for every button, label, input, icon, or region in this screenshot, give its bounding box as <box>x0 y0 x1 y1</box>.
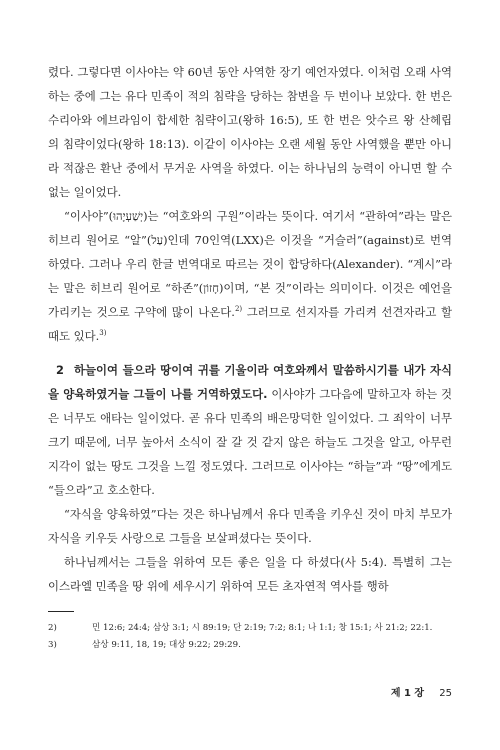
footnote-text: 삼상 9:11, 18, 19; 대상 9:22; 29:29. <box>92 640 241 650</box>
footnote-divider <box>48 611 74 612</box>
footnotes <box>48 620 452 654</box>
footnote-number: 2) <box>48 623 57 633</box>
paragraph-good-works: 하나님께서는 그들을 위하여 모든 좋은 일을 다 하셨다(사 5:4). 특별히 그는 이스라엘 민족을 땅 위에 세우시기 위하여 모든 초자연적 역사를 행하 <box>48 555 452 593</box>
main-text <box>48 60 452 598</box>
footnote-item <box>48 637 452 654</box>
paragraph-continuation: 렸다. 그렇다면 이사야는 약 60년 동안 사역한 장기 예언자였다. 이처럼 오래 사역하는 중에 그는 유다 민족이 적의 침략을 당하는 참변을 두 번이나 보았다. 한 번은 수리아와 에브라임이 합세한 침략이고(왕하 16:5), 또 한 번은 앗수르 왕 산헤립의 침략이었다(왕하 18:13). 이같이 이사야는 오랜 세월 동안 사역했을 뿐만 아니라 적잖은 환난 중에서 무거운 사역을 하였다. 이는 하나님의 능력이 아니면 할 수 없는 일이었다. <box>48 65 452 199</box>
verse-commentary: 이사야가 그다음에 말하고자 하는 것은 너무도 애타는 일이었다. 곧 유다 민족의 배은망덕한 일이었다. 그 죄악이 너무 크기 때문에, 너무 높아서 소식이 잘 갈 것 같지 않은 하늘도 그것을 알고, 아무런 지각이 없는 땅도 그것을 느낄 정도였다. 그러므로 이사야는 “하늘”과 “땅”에게도 “들으라”고 호소한다. <box>48 387 452 497</box>
verse-paragraph <box>48 358 452 502</box>
footnote-text: 민 12:6; 24:4; 삼상 3:1; 시 89:19; 단 2:19; 7:2; 8:1; 나 1:1; 창 15:1; 사 21:2; 22:1. <box>92 623 433 633</box>
footnote-number: 3) <box>48 640 57 650</box>
footnote-item <box>48 620 452 637</box>
footnote-ref-2[interactable]: 2) <box>234 305 243 314</box>
paragraph-name-meaning: “이사야”(יְשַׁעְיָהוּ)는 “여호와의 구원”이라는 뜻이다. 여기서 “관하여”라는 말은 히브리 원어로 “알”(עַל)인데 70인역(LXX)은 이것을 “거슬러”(against)로 번역하였다. 그러나 우리 한글 번역대로 따르는 것이 합당하다(Alexander). “계시”라는 말은 히브리 원어로 “하존”(חָזוֹן)이며, “본 것”이라는 의미이다. 이것은 예언을 가리키는 것으로 구약에 많이 나온다.$^{2)}$ 그러므로 선지자를 가리켜 선견자라고 할 때도 있다.$^{3)}$ <box>48 209 453 343</box>
paragraph-raising-children: “자식을 양육하였”다는 것은 하나님께서 유다 민족을 키우신 것이 마치 부모가 자식을 키우듯 사랑으로 그들을 보살펴셨다는 뜻이다. <box>48 507 452 545</box>
page-footer <box>391 684 452 699</box>
verse-number: 2 <box>56 363 64 377</box>
footnote-ref-3[interactable]: 3) <box>99 329 107 338</box>
chapter-label: 제 1 장 <box>390 688 425 699</box>
page-number: 25 <box>439 688 452 699</box>
verse-quote: 하늘이여 들으라 땅이여 귀를 기울이라 여호와께서 말씀하시기를 내가 자식을 양육하였거늘 그들이 나를 거역하였도다. <box>48 363 452 401</box>
